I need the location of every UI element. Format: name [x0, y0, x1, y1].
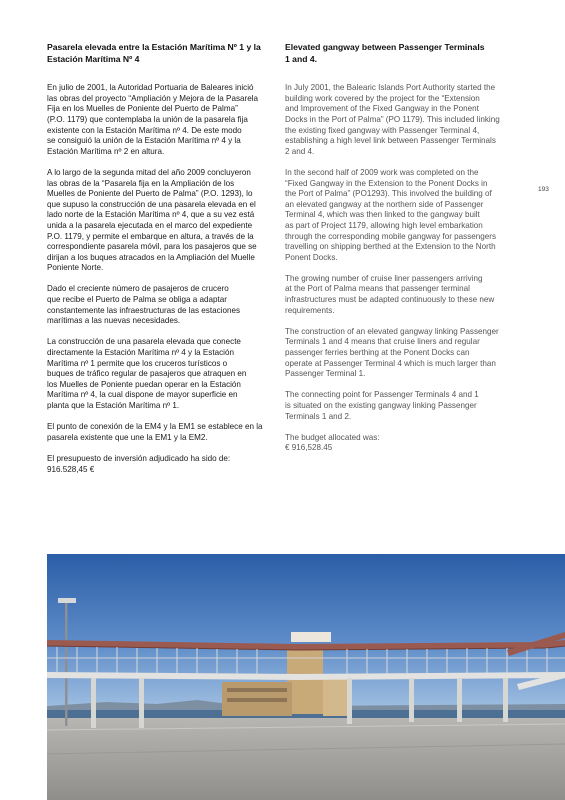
english-paragraph-3: The growing number of cruise liner passengers arriving at the Port of Palma means that passenger terminal infrastructures must be adapted continuously to these new requirements. [285, 273, 495, 315]
spanish-paragraph-2: A lo largo de la segunda mitad del año 2009 concluyeron las obras de la “Pasarela fija en la Ampliación de los Muelles de Poniente del Puerto de Palma” (P.O. 1293), lo que supuso la construcción de una pasarela elevada en el lado norte de la Estación Marítima nº 4, que a su vez está unida a la pasarela ejecutada en el marco del expediente P.O. 1179, y permite el embarque en altura, a través de la correspondiente pasarela móvil, para los pasajeros que se dirijan a los buques atracados en la Ampliación del Muelle Poniente Norte. [47, 167, 257, 273]
spanish-heading: Pasarela elevada entre la Estación Marítima Nº 1 y la Estación Marítima Nº 4 [47, 42, 261, 64]
spanish-column [47, 42, 273, 486]
spanish-paragraph-6: El presupuesto de inversión adjudicado ha sido de: 916.528,45 € [47, 453, 231, 474]
spanish-paragraph-5: El punto de conexión de la EM4 y la EM1 se establece en la pasarela existente que une la EM1 y la EM2. [47, 422, 263, 442]
english-column [285, 42, 511, 465]
page-number: 193 [538, 186, 549, 193]
lamp-head [58, 598, 76, 603]
spanish-paragraph-4: La construcción de una pasarela elevada que conecte directamente la Estación Marítima nº 4 y la Estación Marítima nº 1 permite que los cruceros turísticos o buques de tráfico regular de pasajeros que atraquen en los Muelles de Poniente puedan operar en la Estación Marítima nº 4, la cual dispone de mayor superficie en planta que la Estación Marítima nº 1. [47, 337, 247, 410]
spanish-paragraph-3: Dado el creciente número de pasajeros de crucero que recibe el Puerto de Palma se obliga a adaptar constantemente las infraestructuras de las estaciones marítimas a las nuevas necesidades. [47, 284, 241, 326]
english-paragraph-1: In July 2001, the Balearic Islands Port Authority started the building work covered by the project for the “Extension and Improvement of the Fixed Gangway in the Ponent Docks in the Port of Palma” (PO 1179). This included linking the existing fixed gangway with Passenger Terminal 4, establishing a high level link between Passenger Terminals 2 and 4. [285, 83, 500, 156]
english-heading: Elevated gangway between Passenger Terminals 1 and 4. [285, 42, 485, 64]
spanish-paragraph-1: En julio de 2001, la Autoridad Portuaria de Baleares inició las obras del proyecto “Ampliación y Mejora de la Pasarela Fija en los Muelles de Poniente del Puerto de Palma” (P.O. 1179) que contemplaba la unión de la pasarela fija existente con la Estación Marítima nº 4. De este modo se consiguió la unión de la Estación Marítima nº 4 y la Estación Marítima nº 2 en altura. [47, 83, 258, 156]
gangway-photo-illustration [47, 554, 565, 800]
english-paragraph-6: The budget allocated was: € 916,528.45 [285, 432, 380, 453]
english-paragraph-2: In the second half of 2009 work was completed on the “Fixed Gangway in the Extension to the Ponent Docks in the Port of Palma” (PO1293). This involved the building of an elevated gangway at the northern side of Passenger Terminal 4, which was then linked to the gangway built as part of Project 1179, allowing high level embarkation through the corresponding mobile gangway for passengers travelling on shipping berthed at the Extension to the North Ponent Docks. [285, 167, 497, 262]
lamp-post [65, 602, 68, 726]
gangway-photo [47, 554, 565, 800]
english-paragraph-5: The connecting point for Passenger Terminals 4 and 1 is situated on the existing gangway linking Passenger Terminals 1 and 2. [285, 390, 479, 421]
terminal-annex [323, 674, 351, 716]
dock-ground [47, 718, 565, 800]
terminal-sign [291, 632, 331, 642]
english-paragraph-4: The construction of an elevated gangway linking Passenger Terminals 1 and 4 means that cruise liners and regular passenger ferries berthing at the Ponent Docks can operate at Passenger Terminal 4 which is much larger than Passenger Terminal 1. [285, 326, 499, 379]
